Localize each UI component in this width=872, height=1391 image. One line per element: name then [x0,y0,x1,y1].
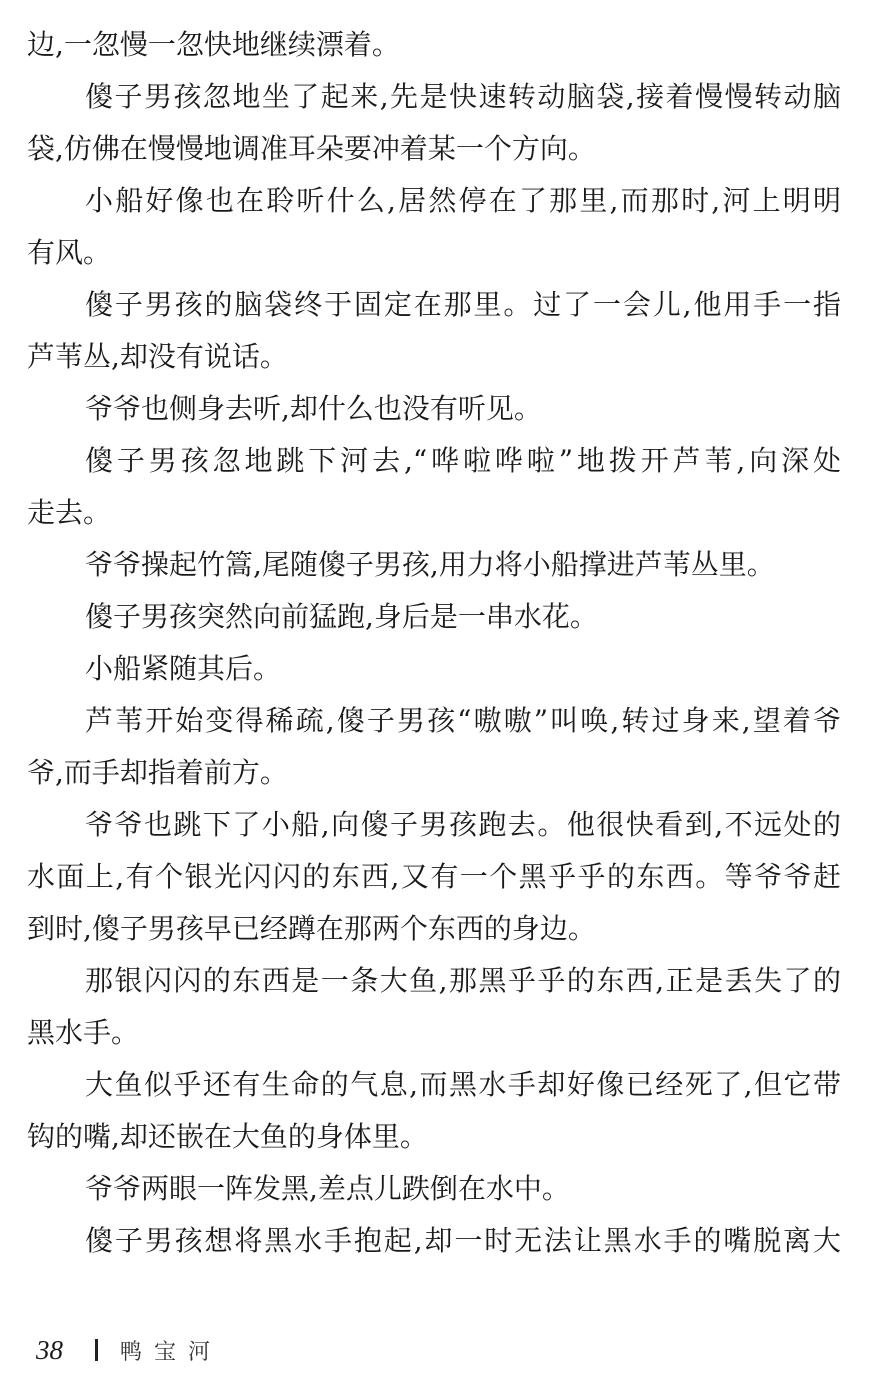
text-line: 傻子男孩突然向前猛跑,身后是一串水花。 [85,600,598,633]
text-line: 爷爷操起竹篙,尾随傻子男孩,用力将小船撑进芦苇丛里。 [85,548,775,581]
paragraph [27,799,841,955]
paragraph [27,279,841,383]
paragraph [27,383,841,435]
paragraph [27,955,841,1059]
text-line: 芦苇丛,却没有说话。 [27,340,288,373]
text-line: 爷爷也侧身去听,却什么也没有听见。 [85,392,542,425]
text-line: 大鱼似乎还有生命的气息,而黑水手却好像已经死了,但它带 [85,1068,841,1101]
paragraph [27,695,841,799]
text-line: 傻子男孩的脑袋终于固定在那里。过了一会儿,他用手一指 [85,288,841,321]
text-line: 小船紧随其后。 [85,652,282,685]
paragraph [27,1059,841,1163]
text-line: 有风。 [27,236,112,269]
text-line: 爷,而手却指着前方。 [27,756,288,789]
text-line: 爷爷两眼一阵发黑,差点儿跌倒在水中。 [85,1172,570,1205]
text-line: 小船好像也在聆听什么,居然停在了那里,而那时,河上明明 [85,184,841,217]
paragraph [27,1215,841,1267]
text-line: 傻子男孩忽地跳下河去,“哗啦哗啦”地拨开芦苇,向深处 [85,444,841,477]
text-line: 黑水手。 [27,1016,140,1049]
text-line: 走去。 [27,496,112,529]
text-line: 袋,仿佛在慢慢地调准耳朵要冲着某一个方向。 [27,132,596,165]
paragraph [27,71,841,175]
paragraph [27,1163,841,1215]
paragraph [27,19,841,71]
page-footer [36,1330,222,1370]
paragraph [27,643,841,695]
text-line: 爷爷也跳下了小船,向傻子男孩跑去。他很快看到,不远处的 [85,808,841,841]
paragraph [27,539,841,591]
page-number: 38 [36,1334,63,1365]
text-line: 钩的嘴,却还嵌在大鱼的身体里。 [27,1120,428,1153]
paragraph [27,435,841,539]
book-title: 鸭宝河 [120,1339,223,1365]
text-line: 傻子男孩忽地坐了起来,先是快速转动脑袋,接着慢慢转动脑 [85,80,841,113]
paragraph [27,175,841,279]
text-line: 到时,傻子男孩早已经蹲在那两个东西的身边。 [27,912,596,945]
text-line: 傻子男孩想将黑水手抱起,却一时无法让黑水手的嘴脱离大 [85,1224,841,1257]
text-line: 那银闪闪的东西是一条大鱼,那黑乎乎的东西,正是丢失了的 [85,964,841,997]
body-text [27,19,841,1267]
text-line: 水面上,有个银光闪闪的东西,又有一个黑乎乎的东西。等爷爷赶 [27,860,841,893]
footer-divider [95,1339,98,1361]
text-line: 芦苇开始变得稀疏,傻子男孩“嗷嗷”叫唤,转过身来,望着爷 [85,704,841,737]
paragraph [27,591,841,643]
text-line: 边,一忽慢一忽快地继续漂着。 [27,28,400,61]
